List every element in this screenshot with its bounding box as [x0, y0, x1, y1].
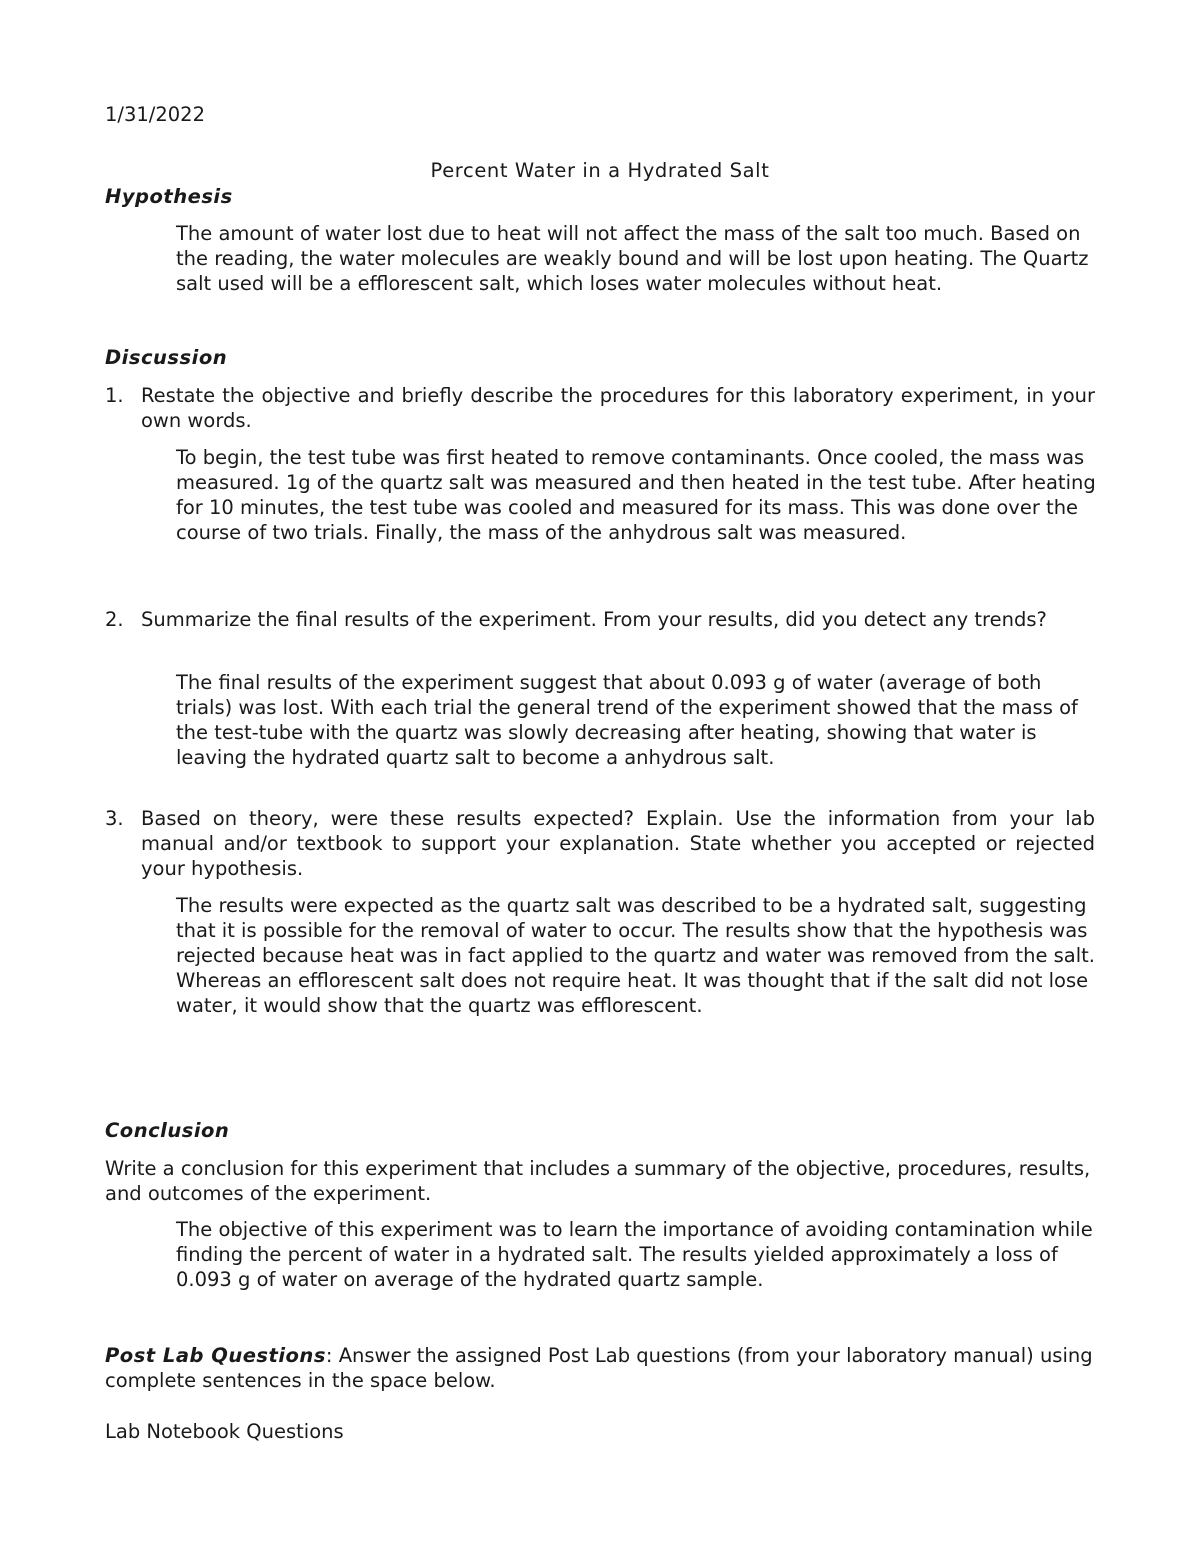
document-title: Percent Water in a Hydrated Salt: [430, 159, 770, 182]
question-text: Restate the objective and briefly describe the procedures for this laboratory experiment, in your own words.: [141, 384, 1095, 432]
post-lab-heading: Post Lab Questions: [105, 1344, 326, 1367]
discussion-question-2: [105, 607, 1095, 632]
hypothesis-heading: Hypothesis: [105, 185, 233, 208]
document-date: 1/31/2022: [105, 103, 205, 126]
discussion-question-3: [105, 806, 1095, 881]
question-text: Summarize the final results of the experiment. From your results, did you detect any trends?: [141, 608, 1047, 631]
discussion-answer-2: The final results of the experiment suggest that about 0.093 g of water (average of both trials) was lost. With each trial the general trend of the experiment showed that the mass of the test-tube with the quartz was slowly decreasing after heating, showing that water is leaving the hydrated quartz salt to become a anhydrous salt.: [176, 671, 1078, 769]
post-lab-paragraph: [105, 1343, 1095, 1393]
question-number: 1.: [105, 384, 124, 407]
discussion-answer-3: The results were expected as the quartz salt was described to be a hydrated salt, suggesting that it is possible for the removal of water to occur. The results show that the hypothesis was rejected because heat was in fact applied to the quartz and water was removed from the salt. Whereas an efflorescent salt does not require heat. It was thought that if the salt did not lose water, it would show that the quartz was efflorescent.: [176, 894, 1096, 1017]
discussion-question-1: [105, 383, 1095, 433]
conclusion-text: The objective of this experiment was to learn the importance of avoiding contamination while finding the percent of water in a hydrated salt. The results yielded approximately a loss of 0.093 g of water on average of the hydrated quartz sample.: [176, 1218, 1093, 1291]
hypothesis-text: The amount of water lost due to heat will not affect the mass of the salt too much. Based on the reading, the water molecules are weakly bound and will be lost upon heating. The Quartz salt used will be a efflorescent salt, which loses water molecules without heat.: [176, 222, 1089, 295]
question-text: Based on theory, were these results expected? Explain. Use the information from your lab manual and/or textbook to support your explanation. State whether you accepted or rejected your hypothesis.: [141, 807, 1095, 880]
discussion-heading: Discussion: [105, 346, 228, 369]
question-number: 2.: [105, 608, 124, 631]
post-lab-text: : Answer the assigned Post Lab questions (from your laboratory manual) using complete sentences in the space below.: [105, 1344, 1093, 1392]
conclusion-prompt: Write a conclusion for this experiment that includes a summary of the objective, procedures, results, and outcomes of the experiment.: [105, 1157, 1091, 1205]
discussion-answer-1: To begin, the test tube was first heated to remove contaminants. Once cooled, the mass was measured. 1g of the quartz salt was measured and then heated in the test tube. After heating for 10 minutes, the test tube was cooled and measured for its mass. This was done over the course of two trials. Finally, the mass of the anhydrous salt was measured.: [176, 446, 1096, 544]
lab-notebook-label: Lab Notebook Questions: [105, 1420, 344, 1443]
question-number: 3.: [105, 807, 124, 830]
conclusion-heading: Conclusion: [105, 1119, 230, 1142]
